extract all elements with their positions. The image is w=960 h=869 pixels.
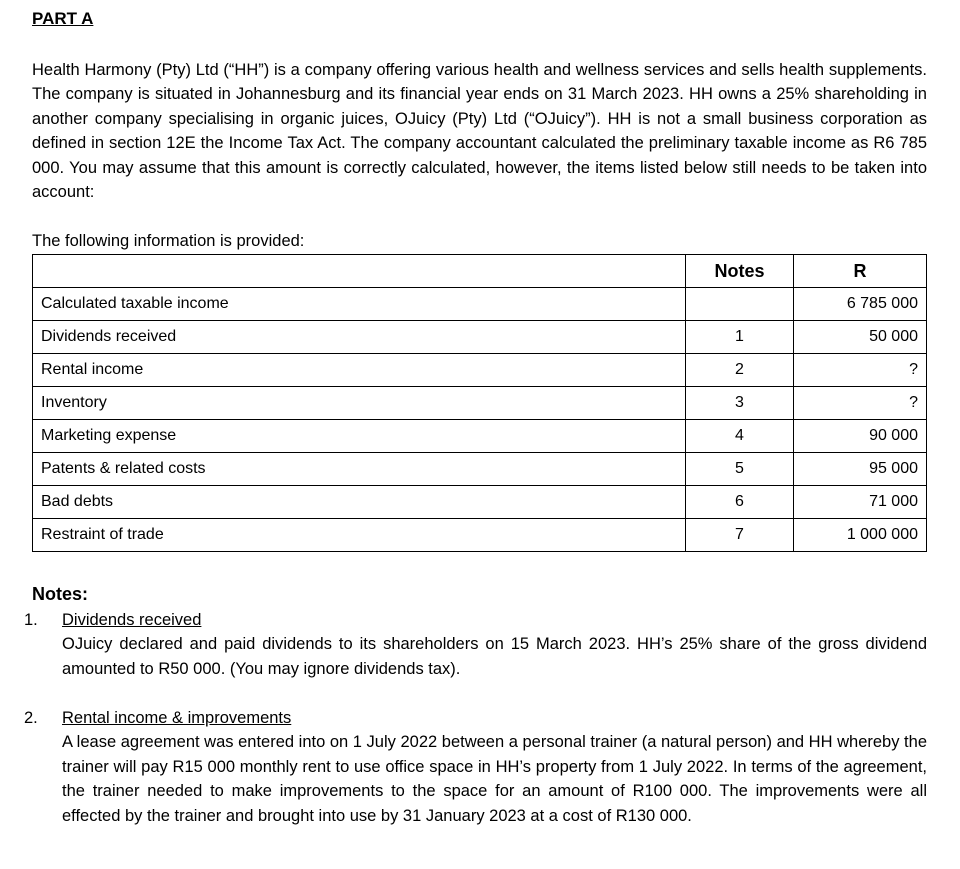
row-amount: 90 000 — [794, 420, 927, 453]
info-provided-label: The following information is provided: — [32, 232, 305, 250]
information-table — [32, 254, 927, 552]
table-row — [33, 321, 927, 354]
row-item: Calculated taxable income — [33, 288, 686, 321]
note-title: Dividends received — [62, 611, 202, 629]
section-heading: PART A — [32, 9, 94, 28]
note-text: OJuicy declared and paid dividends to its shareholders on 15 March 2023. HH’s 25% share of the gross dividend amounted to R50 000. (You may ignore dividends tax). — [62, 635, 927, 678]
note-item — [24, 608, 927, 681]
row-amount: ? — [794, 354, 927, 387]
table-row — [33, 387, 927, 420]
row-amount: 6 785 000 — [794, 288, 927, 321]
notes-heading: Notes: — [32, 584, 89, 604]
table-row — [33, 420, 927, 453]
row-amount: 50 000 — [794, 321, 927, 354]
table-row — [33, 354, 927, 387]
header-notes: Notes — [686, 255, 794, 288]
intro-paragraph: Health Harmony (Pty) Ltd (“HH”) is a company offering various health and wellness services and sells health supplements. The company is situated in Johannesburg and its financial year ends on 31 March 2023. HH owns a 25% shareholding in another company specialising in organic juices, OJuicy (Pty) Ltd (“OJuicy”). HH is not a small business corporation as defined in section 12E the Income Tax Act. The company accountant calculated the preliminary taxable income as R6 785 000. You may assume that this amount is correctly calculated, however, the items listed below still needs to be taken into account: — [32, 61, 927, 202]
row-amount: ? — [794, 387, 927, 420]
row-item: Patents & related costs — [33, 453, 686, 486]
note-item — [24, 706, 927, 828]
row-item: Marketing expense — [33, 420, 686, 453]
row-item: Dividends received — [33, 321, 686, 354]
row-item: Rental income — [33, 354, 686, 387]
note-number: 2. — [24, 709, 38, 727]
table-row — [33, 519, 927, 552]
row-note: 7 — [686, 519, 794, 552]
table-row — [33, 288, 927, 321]
row-note — [686, 288, 794, 321]
row-item: Bad debts — [33, 486, 686, 519]
table-header-row — [33, 255, 927, 288]
row-note: 6 — [686, 486, 794, 519]
row-note: 2 — [686, 354, 794, 387]
table-row — [33, 486, 927, 519]
table-row — [33, 453, 927, 486]
note-text: A lease agreement was entered into on 1 July 2022 between a personal trainer (a natural person) and HH whereby the trainer will pay R15 000 monthly rent to use office space in HH’s property from 1 July 2022. In terms of the agreement, the trainer needed to make improvements to the space for an amount of R100 000. The improvements were all effected by the trainer and brought into use by 31 January 2023 at a cost of R130 000. — [62, 733, 927, 825]
header-amount: R — [794, 255, 927, 288]
row-note: 3 — [686, 387, 794, 420]
note-number: 1. — [24, 611, 38, 629]
row-amount: 71 000 — [794, 486, 927, 519]
note-title: Rental income & improvements — [62, 709, 292, 727]
row-item: Inventory — [33, 387, 686, 420]
row-amount: 95 000 — [794, 453, 927, 486]
row-note: 5 — [686, 453, 794, 486]
row-amount: 1 000 000 — [794, 519, 927, 552]
row-item: Restraint of trade — [33, 519, 686, 552]
row-note: 1 — [686, 321, 794, 354]
row-note: 4 — [686, 420, 794, 453]
header-item — [33, 255, 686, 288]
